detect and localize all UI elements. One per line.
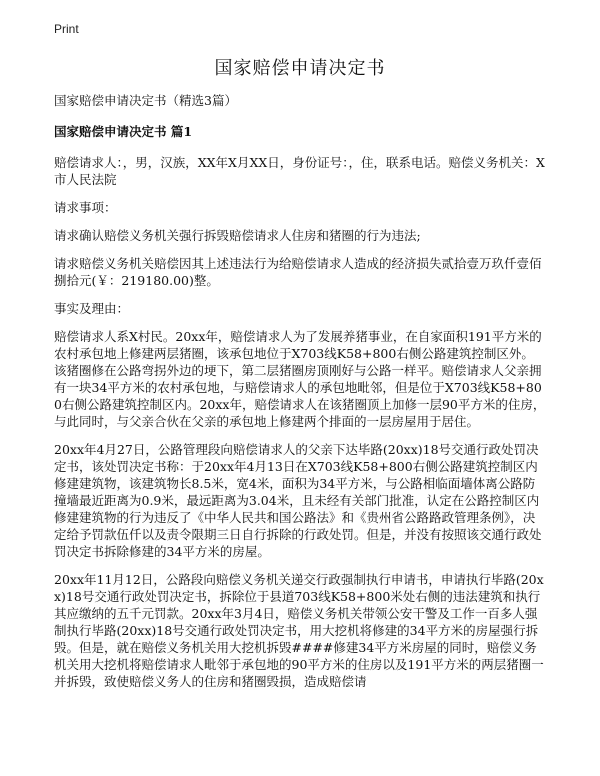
page-title: 国家赔偿申请决定书 bbox=[214, 58, 386, 79]
print-link[interactable]: Print bbox=[54, 22, 79, 36]
document-body bbox=[54, 92, 546, 701]
paragraph-request-2: 请求赔偿义务机关赔偿因其上述违法行为给赔偿请求人造成的经济损失贰拾壹万玖仟壹佰捌拾元(￥：219180.00)整。 bbox=[54, 256, 542, 288]
paragraph-facts-3: 20xx年11月12日，公路段向赔偿义务机关递交行政强制执行申请书，申请执行毕路(20xx)18号交通行政处罚决定书，拆除位于县道703线K58+800米处右侧的违法建筑和执行其应缴纳的五千元罚款。20xx年3月4日，赔偿义务机关带领公安干警及工作一百多人强制执行毕路(20xx)18号交通行政处罚决定书，用大挖机将修建的34平方米的房屋强行拆毁。但是，就在赔偿义务机关用大挖机拆毁####修建34平方米房屋的同时，赔偿义务机关用大挖机将赔偿请求人毗邻于承包地的90平方米的住房以及191平方米的两层猪圈一并拆毁，致使赔偿义务人的住房和猪圈毁损，造成赔偿请 bbox=[54, 572, 544, 689]
document-subtitle: 国家赔偿申请决定书（精选3篇） bbox=[54, 93, 237, 108]
paragraph-claimant-info: 赔偿请求人：，男，汉族，XX年X月XX日，身份证号：，住，联系电话。赔偿义务机关：X市人民法院 bbox=[54, 155, 545, 187]
paragraph-facts-heading: 事实及理由： bbox=[54, 301, 130, 316]
paragraph-request-1: 请求确认赔偿义务机关强行拆毁赔偿请求人住房和猪圈的行为违法; bbox=[54, 228, 421, 243]
paragraph-facts-1: 赔偿请求人系X村民。20xx年，赔偿请求人为了发展养猪事业，在自家面积191平方米的农村承包地上修建两层猪圈，该承包地位于X703线K58+800右侧公路建筑控制区外。该猪圈修在公路弯拐外边的埂下，第二层猪圈房顶刚好与公路一样平。赔偿请求人父亲拥有一块34平方米的农村承包地，与赔偿请求人的承包地毗邻，但是位于X703线K58+800右侧公路建筑控制区内。20xx年，赔偿请求人在该猪圈顶上加修一层90平方米的住房，与此同时，与父亲合伙在父亲的承包地上修建两个排面的一层房屋用于居住。 bbox=[54, 329, 546, 429]
section-heading: 国家赔偿申请决定书 篇1 bbox=[54, 124, 193, 139]
paragraph-facts-2: 20xx年4月27日，公路管理段向赔偿请求人的父亲下达毕路(20xx)18号交通行政处罚决定书，该处罚决定书称：于20xx年4月13日在X703线K58+800右侧公路建筑控制区内修建建筑物，该建筑物长8.5米，宽4米，面积为34平方米，与公路相临面墙体离公路防撞墙最近距离为0.9米，最远距离为3.04米，且未经有关部门批准，认定在公路控制区内修建建筑物的行为违反了《中华人民共和国公路法》和《贵州省公路路政管理条例》，决定给予罚款伍仟以及责令限期三日自行拆除的行政处罚。但是，并没有按照该交通行政处罚决定书拆除修建的34平方米的房屋。 bbox=[54, 442, 542, 559]
paragraph-request-heading: 请求事项： bbox=[54, 200, 117, 215]
